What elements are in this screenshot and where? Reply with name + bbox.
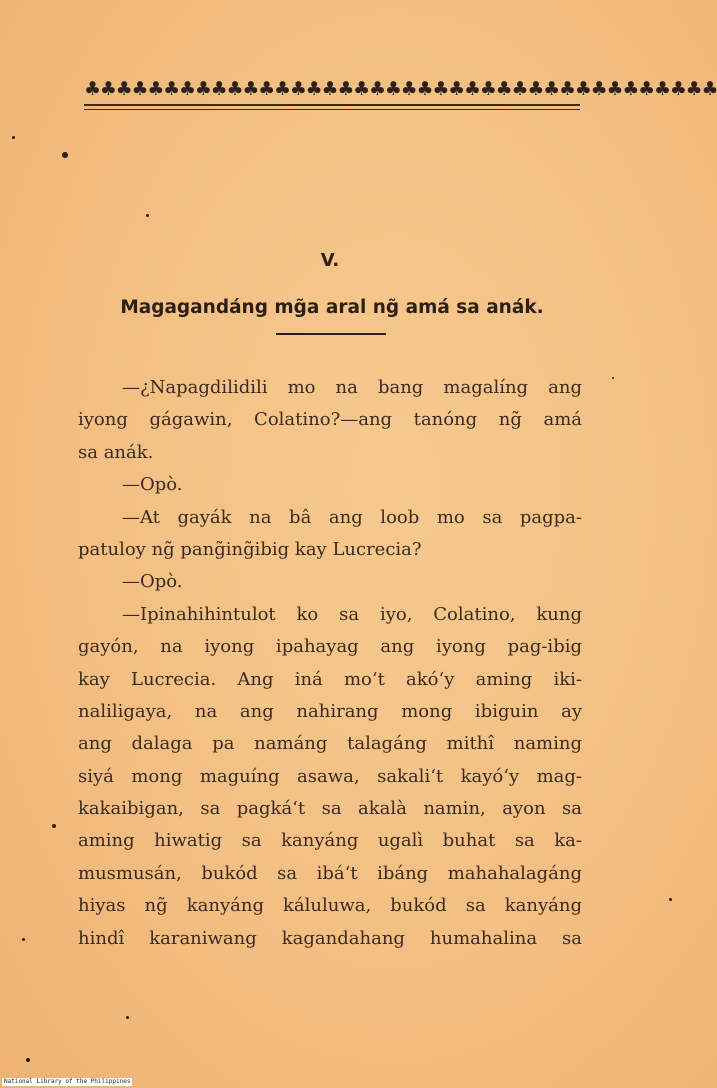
text-line: —¿Napagdilidili mo na bang magalíng ang xyxy=(122,377,582,398)
text-line: ang dalaga pa namáng talagáng mithî naming xyxy=(78,733,582,755)
text-line: patuloy ng̃ pang̃ing̃ibig kay Lucrecia? xyxy=(78,538,422,560)
chapter-title: Magagandáng mg̃a aral ng̃ amá sa anák. xyxy=(120,297,544,318)
text-line: —Ipinahihintulot ko sa iyo, Colatino, kung xyxy=(122,603,582,625)
paper-speck xyxy=(22,938,25,941)
paper-speck xyxy=(146,214,149,217)
paper-speck xyxy=(12,136,15,139)
ornament-border: ♣♣♣♣♣♣♣♣♣♣♣♣♣♣♣♣♣♣♣♣♣♣♣♣♣♣♣♣♣♣♣♣♣♣♣♣♣♣♣♣ xyxy=(84,78,717,100)
header-rule-thin xyxy=(84,109,580,110)
text-line: sa anák. xyxy=(78,441,154,463)
text-line: iyong gágawin, Colatino?—ang tanóng ng̃ amá xyxy=(78,409,582,431)
text-line: hiyas ng̃ kanyáng káluluwa, bukód sa kanyáng xyxy=(78,895,582,917)
text-line: naliligaya, na ang nahirang mong ibiguin ay xyxy=(78,700,582,722)
paper-speck xyxy=(669,898,672,901)
body-text xyxy=(78,372,582,955)
paper-speck xyxy=(612,377,614,379)
paper-speck xyxy=(52,824,56,828)
text-line: —Opò. xyxy=(122,474,183,496)
paper-speck xyxy=(62,152,68,158)
text-line: aming hiwatig sa kanyáng ugalì buhat sa ka- xyxy=(78,830,582,852)
text-line: —Opò. xyxy=(122,571,183,593)
text-line: kay Lucrecia. Ang iná mo‘t akó‘y aming iki- xyxy=(78,668,582,690)
title-underline xyxy=(276,333,386,335)
chapter-number: V. xyxy=(320,250,340,271)
header-rule-thick xyxy=(84,104,580,106)
text-line: hindî karaniwang kagandahang humahalina sa xyxy=(78,927,582,949)
text-line: siyá mong maguíng asawa, sakali‘t kayó‘y mag- xyxy=(78,765,582,787)
paper-speck xyxy=(126,1016,129,1019)
footer-credit: National Library of the Philippines xyxy=(4,1078,131,1085)
text-line: kakaibigan, sa pagká‘t sa akalà namin, ayon sa xyxy=(78,798,582,820)
text-line: musmusán, bukód sa ibá‘t ibáng mahahalagáng xyxy=(78,862,582,884)
paper-speck xyxy=(26,1058,30,1062)
text-line: —At gayák na bâ ang loob mo sa pagpa- xyxy=(122,506,582,528)
text-line: gayón, na iyong ipahayag ang iyong pag-ibig xyxy=(78,636,582,658)
